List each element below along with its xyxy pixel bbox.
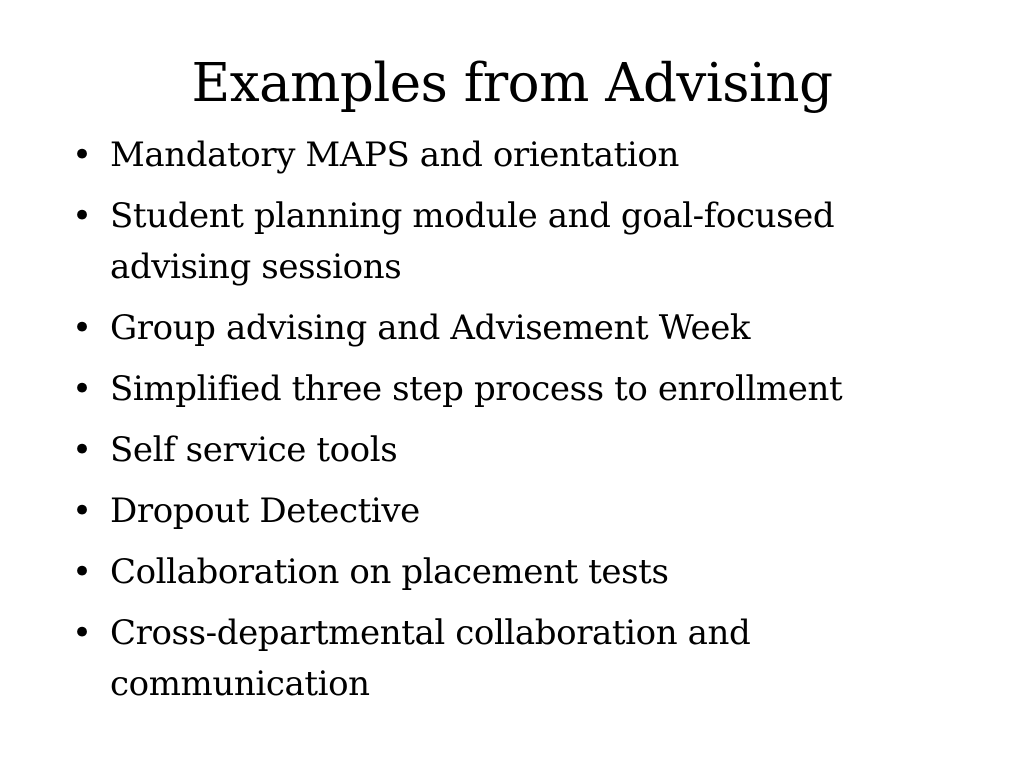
bullet-text: Student planning module and goal-focused advising sessions	[110, 196, 835, 287]
bullet-item	[72, 486, 952, 537]
bullet-icon: •	[72, 552, 92, 592]
bullet-icon: •	[72, 369, 92, 409]
bullet-icon: •	[72, 308, 92, 348]
bullet-item	[72, 547, 952, 598]
bullet-text: Dropout Detective	[110, 491, 420, 531]
bullet-icon: •	[72, 135, 92, 175]
bullet-text: Self service tools	[110, 430, 398, 470]
bullet-icon: •	[72, 430, 92, 470]
bullet-item	[72, 130, 952, 181]
bullet-item	[72, 191, 952, 293]
bullet-icon: •	[72, 196, 92, 236]
bullet-item	[72, 364, 952, 415]
bullet-text: Group advising and Advisement Week	[110, 308, 751, 348]
bullet-text: Mandatory MAPS and orientation	[110, 135, 679, 175]
bullet-list	[72, 130, 952, 720]
bullet-text: Cross-departmental collaboration and communication	[110, 613, 751, 704]
bullet-item	[72, 303, 952, 354]
slide-title: Examples from Advising	[191, 53, 833, 114]
bullet-item	[72, 425, 952, 476]
bullet-item	[72, 608, 952, 710]
bullet-icon: •	[72, 491, 92, 531]
bullet-text: Collaboration on placement tests	[110, 552, 669, 592]
bullet-text: Simplified three step process to enrollment	[110, 369, 843, 409]
bullet-icon: •	[72, 613, 92, 653]
